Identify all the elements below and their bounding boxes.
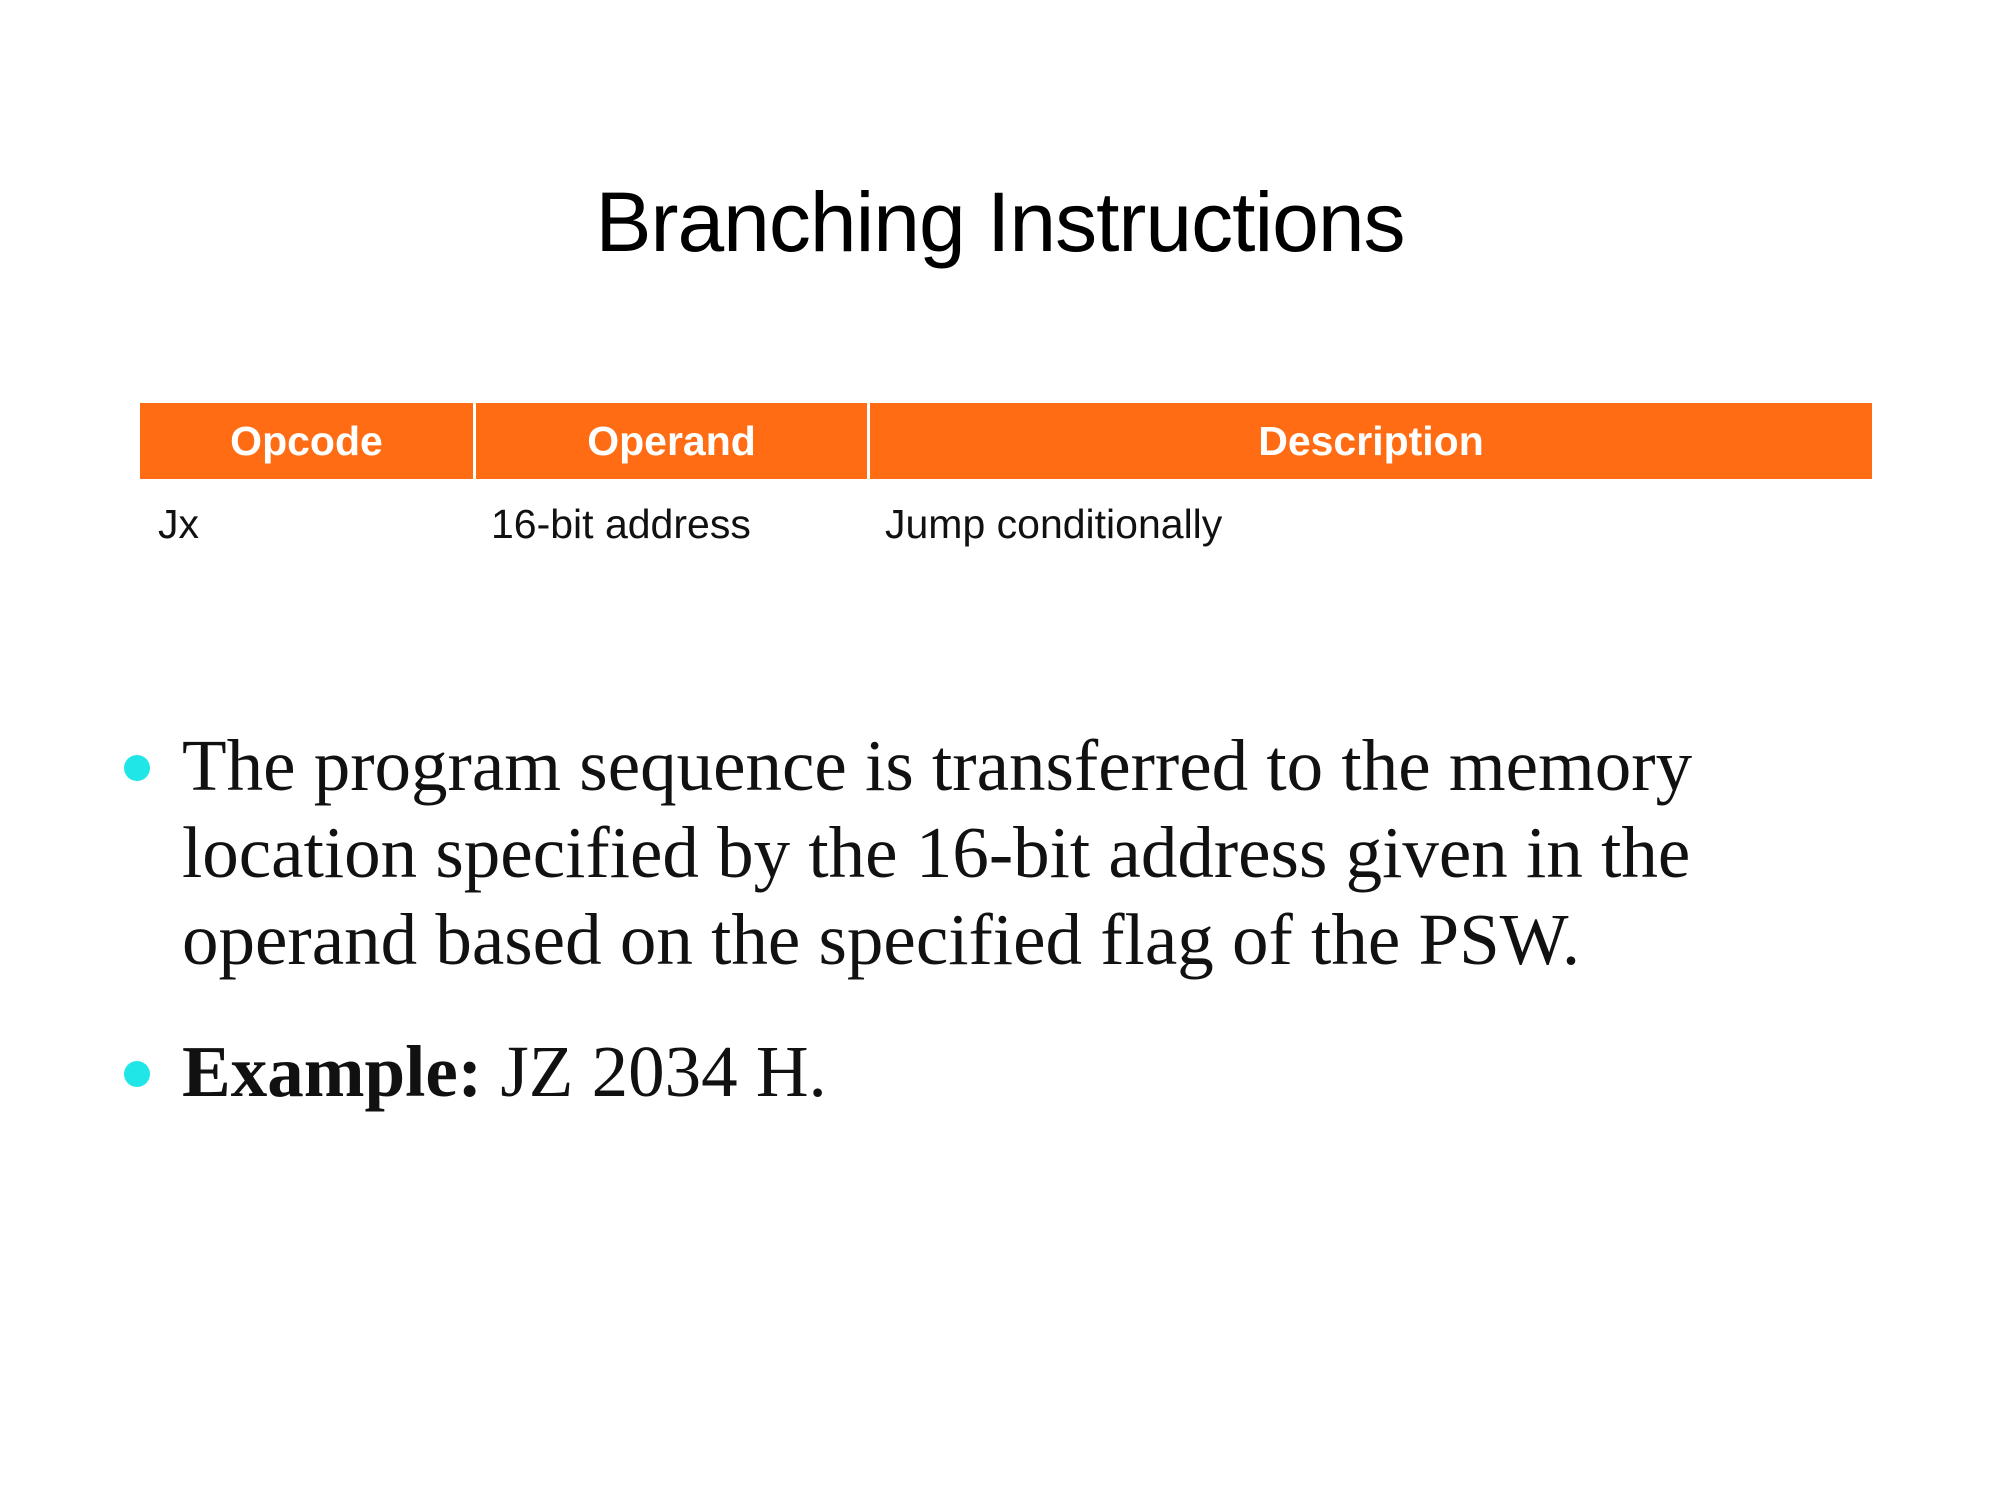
example-label: Example: — [182, 1031, 483, 1112]
bullet-item-description — [124, 722, 1824, 983]
table-header-row — [140, 403, 1872, 479]
bullet-dot-icon — [124, 755, 150, 781]
table-row — [140, 479, 1872, 569]
bullet-list — [124, 722, 1824, 1115]
bullet-text: The program sequence is transferred to the memory location specified by the 16-bit address given in the operand based on the specified flag of the PSW. — [182, 725, 1693, 980]
bullet-dot-icon — [124, 1061, 150, 1087]
slide-title: Branching Instructions — [595, 175, 1405, 269]
cell-description: Jump conditionally — [885, 500, 1223, 547]
header-opcode: Opcode — [140, 403, 473, 479]
cell-opcode: Jx — [158, 500, 199, 547]
bullet-item-example — [124, 1028, 1824, 1115]
header-description: Description — [867, 403, 1872, 479]
example-text: JZ 2034 H. — [482, 1031, 827, 1112]
instruction-table — [140, 403, 1872, 569]
cell-operand: 16-bit address — [491, 500, 751, 547]
header-operand: Operand — [473, 403, 867, 479]
